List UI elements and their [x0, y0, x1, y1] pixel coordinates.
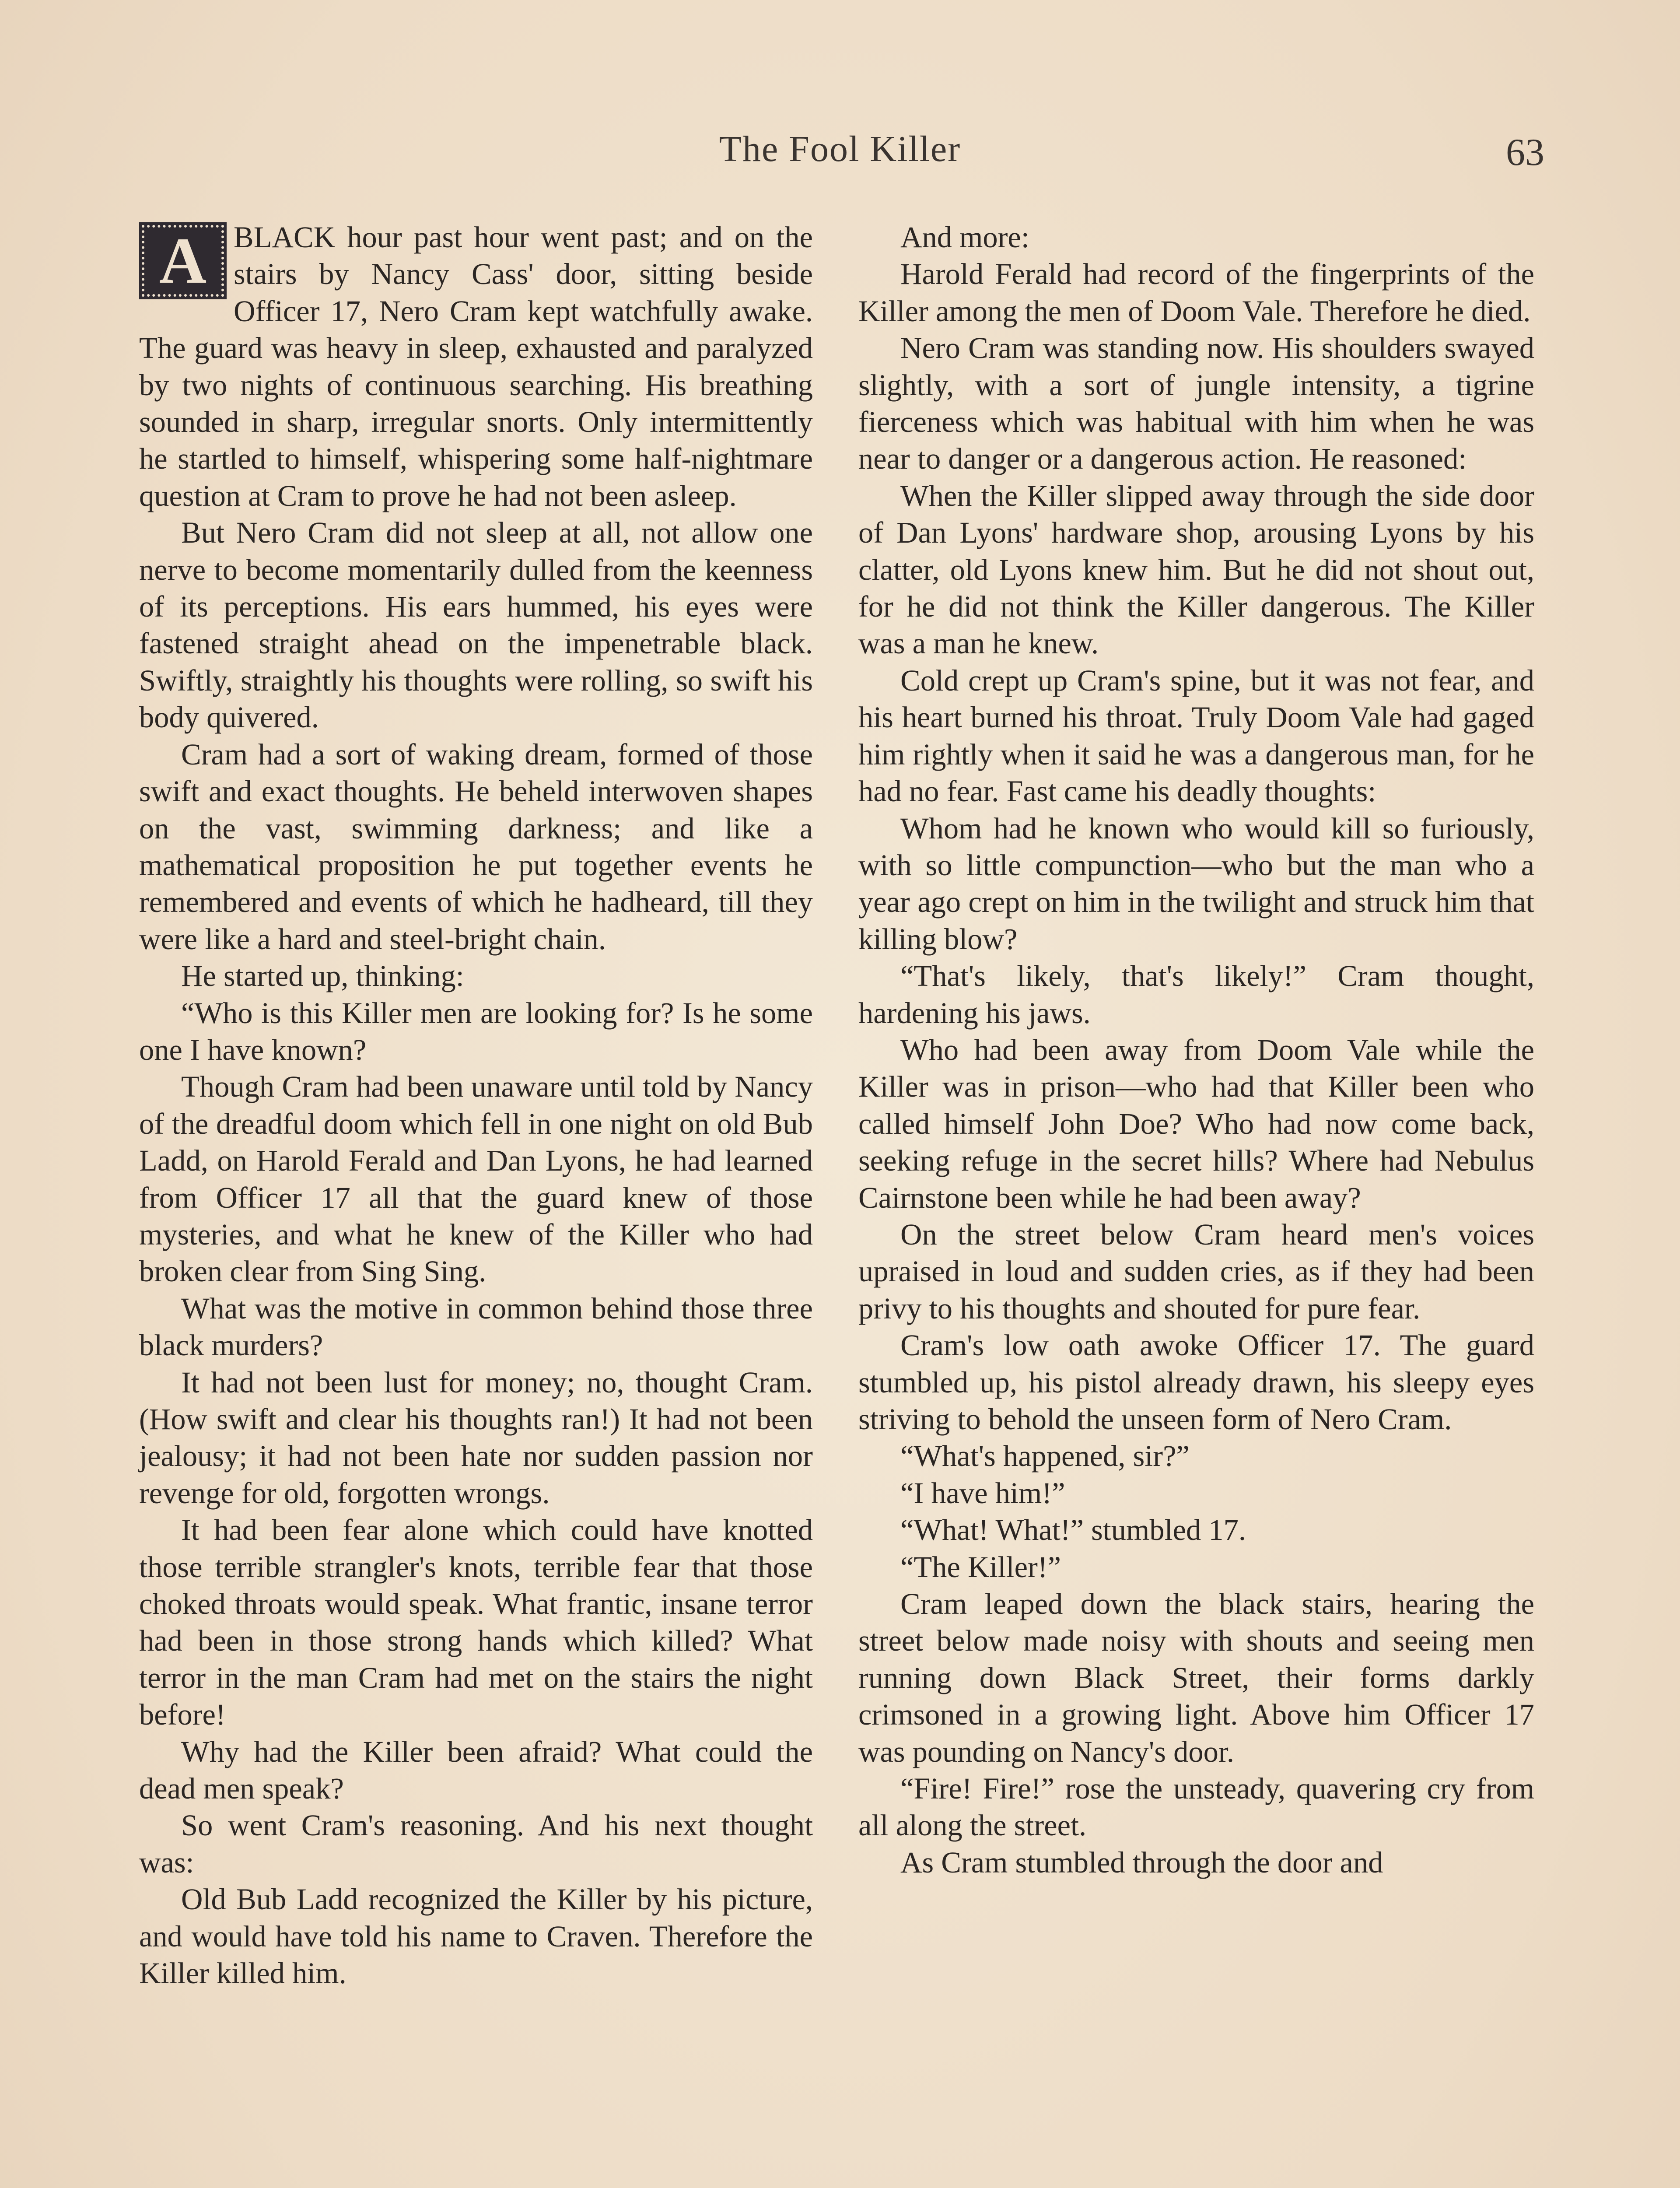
paragraph: What was the motive in common behind those three black murders? [139, 1291, 813, 1362]
paragraph: But Nero Cram did not sleep at all, not allow one nerve to become momentarily dulled from the keenness of its perceptions. His ears hummed, his eyes were fastened straight ahead on the impenetrable black. Swiftly, straightly his thoughts were rolling, so swift his body quivered. [139, 516, 813, 734]
paragraph: Why had the Killer been afraid? What could the dead men speak? [139, 1735, 813, 1806]
paragraph: “What's happened, sir?” [900, 1439, 1190, 1473]
dropcap-letter: A [159, 224, 207, 297]
ornamental-dropcap [139, 222, 227, 299]
running-title: The Fool Killer [719, 129, 961, 169]
paragraph: So went Cram's reasoning. And his next thought was: [139, 1809, 813, 1879]
paragraph: “I have him!” [900, 1476, 1065, 1510]
paragraph: Cold crept up Cram's spine, but it was not fear, and his heart burned his throat. Truly Doom Vale had gaged him rightly when it said he was a dangerous man, for he had no fear. Fast came his deadly thoughts: [858, 663, 1534, 808]
paragraph: Cram leaped down the black stairs, hearing the street below made noisy with shouts and seeing men running down Black Street, their forms darkly crimsoned in a growing light. Above him Officer 17 was pounding on Nancy's door. [858, 1587, 1534, 1768]
paragraph: It had been fear alone which could have knotted those terrible strangler's knots, terrible fear that those choked throats would speak. What frantic, insane terror had been in those strong hands which killed? What terror in the man Cram had met on the stairs the night before! [139, 1513, 813, 1732]
paragraph: And more: [900, 221, 1029, 254]
paragraph: On the street below Cram heard men's voices upraised in loud and sudden cries, as if they had been privy to his thoughts and shouted for pure fear. [858, 1217, 1534, 1325]
paragraph: “Fire! Fire!” rose the unsteady, quavering cry from all along the street. [858, 1772, 1534, 1842]
paragraph: Who had been away from Doom Vale while the Killer was in prison—who had that Killer been who called himself John Doe? Who had now come back, seeking refuge in the secret hills? Where had Nebulus Cairnstone been while he had been away? [858, 1033, 1534, 1214]
paragraph: Cram had a sort of waking dream, formed of those swift and exact thoughts. He beheld interwoven shapes on the vast, swimming darkness; and like a mathematical proposition he put together events he remembered and events of which he hadheard, till they were like a hard and steel-bright chain. [139, 737, 813, 956]
paragraph: BLACK hour past hour went past; and on the stairs by Nancy Cass' door, sitting beside Officer 17, Nero Cram kept watchfully awake. The guard was heavy in sleep, exhausted and paralyzed by two nights of continuous searching. His breathing sounded in sharp, irregular snorts. Only intermittently he startled to himself, whispering some half-nightmare question at Cram to prove he had not been asleep. [139, 221, 813, 512]
paragraph: “What! What!” stumbled 17. [900, 1513, 1246, 1547]
paragraph: Harold Ferald had record of the fingerprints of the Killer among the men of Doom Vale. Therefore he died. [858, 257, 1534, 328]
paragraph: “Who is this Killer men are looking for? Is he some one I have known? [139, 996, 813, 1066]
page-number: 63 [1506, 131, 1544, 174]
left-column [139, 219, 813, 1992]
paragraph: Old Bub Ladd recognized the Killer by his picture, and would have told his name to Craven. Therefore the Killer killed him. [139, 1883, 813, 1990]
paragraph: He started up, thinking: [181, 959, 464, 993]
paragraph: “That's likely, that's likely!” Cram thought, hardening his jaws. [858, 959, 1534, 1030]
paragraph: Nero Cram was standing now. His shoulders swayed slightly, with a sort of jungle intensity, a tigrine fierceness which was habitual with him when he was near to danger or a dangerous action. He reasoned: [858, 331, 1534, 476]
paragraph: As Cram stumbled through the door and [900, 1845, 1383, 1879]
paragraph: When the Killer slipped away through the side door of Dan Lyons' hardware shop, arousing Lyons by his clatter, old Lyons knew him. But he did not shout out, for he did not think the Killer dangerous. The Killer was a man he knew. [858, 479, 1534, 660]
paragraph: Though Cram had been unaware until told by Nancy of the dreadful doom which fell in one night on old Bub Ladd, on Harold Ferald and Dan Lyons, he had learned from Officer 17 all that the guard knew of those mysteries, and what he knew of the Killer who had broken clear from Sing Sing. [139, 1070, 813, 1288]
paragraph: “The Killer!” [900, 1550, 1061, 1584]
paragraph: Whom had he known who would kill so furiously, with so little compunction—who but the man who a year ago crept on him in the twilight and struck him that killing blow? [858, 811, 1534, 956]
right-column [858, 219, 1534, 1881]
paragraph: It had not been lust for money; no, thought Cram. (How swift and clear his thoughts ran!) It had not been jealousy; it had not been hate nor sudden passion nor revenge for old, forgotten wrongs. [139, 1365, 813, 1510]
paragraph: Cram's low oath awoke Officer 17. The guard stumbled up, his pistol already drawn, his sleepy eyes striving to behold the unseen form of Nero Cram. [858, 1329, 1534, 1436]
